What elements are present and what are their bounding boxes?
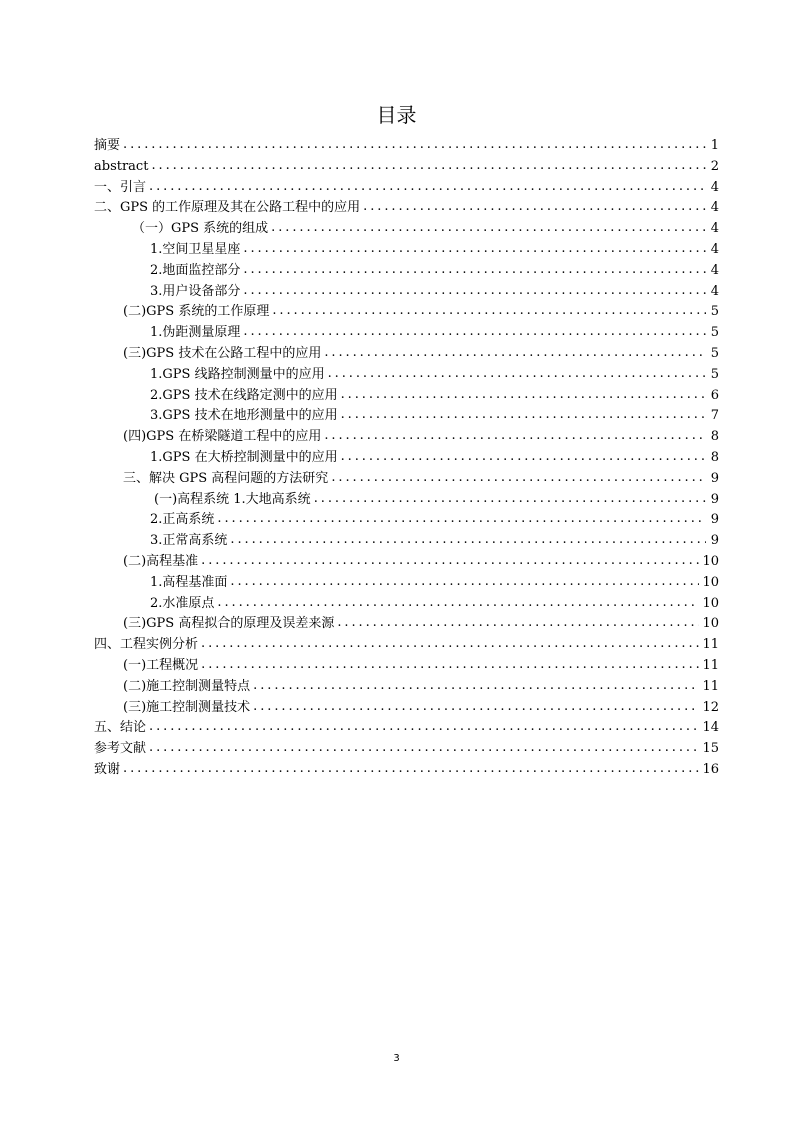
toc-entry-text: 1.空间卫星星座 <box>150 241 241 257</box>
toc-entry-page: 11 <box>702 678 719 694</box>
toc-entry-page: 5 <box>710 325 719 341</box>
toc-entry[interactable] <box>94 323 719 344</box>
toc-entry[interactable] <box>94 136 719 157</box>
toc-entry-page: 4 <box>710 200 719 216</box>
toc-entry-text: 致谢 <box>94 761 121 777</box>
dot-leader <box>217 510 706 530</box>
toc-entry-text: (二)GPS 系统的工作原理 <box>123 304 270 320</box>
toc-entry[interactable] <box>94 677 719 698</box>
page-number: 3 <box>393 1053 400 1064</box>
toc-entry[interactable] <box>94 656 719 677</box>
toc-entry-page: 9 <box>710 470 719 486</box>
dot-leader <box>314 490 706 510</box>
toc-entry-page: 6 <box>710 387 719 403</box>
toc-entry[interactable] <box>94 178 719 199</box>
dot-leader <box>324 344 706 364</box>
toc-entry[interactable] <box>94 427 719 448</box>
toc-entry[interactable] <box>94 552 719 573</box>
toc-entry-page: 12 <box>702 699 719 715</box>
toc-entry-text: 三、解决 GPS 高程问题的方法研究 <box>123 470 329 486</box>
toc-entry-page: 4 <box>710 241 719 257</box>
toc-entry-page: 9 <box>710 533 719 549</box>
toc-entry[interactable] <box>94 448 719 469</box>
toc-entry-text: (三)GPS 高程拟合的原理及误差来源 <box>123 616 335 632</box>
toc-entry-text: 1.高程基准面 <box>150 574 228 590</box>
dot-leader <box>341 386 706 406</box>
toc-entry-page: 2 <box>710 158 719 174</box>
toc-entry-text: 1.GPS 线路控制测量中的应用 <box>150 366 325 382</box>
toc-entry-page: 9 <box>710 491 719 507</box>
toc-entry[interactable] <box>94 531 719 552</box>
toc-entry-page: 7 <box>710 408 719 424</box>
toc-entry[interactable] <box>94 261 719 282</box>
toc-entry-page: 10 <box>702 595 719 611</box>
toc-entry-page: 10 <box>702 574 719 590</box>
toc-entry-text: 1.伪距测量原理 <box>150 325 241 341</box>
toc-entry-page: 5 <box>710 304 719 320</box>
toc-entry-text: (三)施工控制测量技术 <box>123 699 251 715</box>
toc-entry[interactable] <box>94 760 719 781</box>
toc-entry-page: 16 <box>702 761 719 777</box>
toc-entry-text: 一、引言 <box>94 179 147 195</box>
toc-entry[interactable] <box>94 386 719 407</box>
toc-entry-text: 3.GPS 技术在地形测量中的应用 <box>150 408 338 424</box>
dot-leader <box>230 573 699 593</box>
toc-entry[interactable] <box>94 240 719 261</box>
toc-entry[interactable] <box>94 739 719 760</box>
toc-entry[interactable] <box>94 302 719 323</box>
dot-leader <box>243 261 706 281</box>
toc-entry-text: 2.GPS 技术在线路定测中的应用 <box>150 387 338 403</box>
toc-entry-text: 2.水准原点 <box>150 595 215 611</box>
toc-entry[interactable] <box>94 198 719 219</box>
toc-entry-page: 11 <box>702 657 719 673</box>
dot-leader <box>331 469 706 489</box>
toc-entry[interactable] <box>94 490 719 511</box>
toc-entry[interactable] <box>94 344 719 365</box>
dot-leader <box>217 594 699 614</box>
toc-entry[interactable] <box>94 219 719 240</box>
toc-entry[interactable] <box>94 635 719 656</box>
toc-entry-text: (四)GPS 在桥梁隧道工程中的应用 <box>123 429 322 445</box>
toc-entry-text: 2.地面监控部分 <box>150 262 241 278</box>
toc-entry-page: 10 <box>702 553 719 569</box>
dot-leader <box>149 178 706 198</box>
toc-entry-page: 11 <box>702 637 719 653</box>
dot-leader <box>324 427 706 447</box>
toc-entry-text: 1.GPS 在大桥控制测量中的应用 <box>150 449 338 465</box>
toc-entry[interactable] <box>94 510 719 531</box>
toc-entry[interactable] <box>94 365 719 386</box>
dot-leader <box>243 240 706 260</box>
toc-entry-text: abstract <box>94 158 149 174</box>
toc-entry-page: 4 <box>710 262 719 278</box>
dot-leader <box>149 718 699 738</box>
toc-entry-text: 3.正常高系统 <box>150 533 228 549</box>
toc-entry[interactable] <box>94 614 719 635</box>
toc-entry-text: (一)工程概况 <box>123 657 199 673</box>
toc-entry[interactable] <box>94 718 719 739</box>
toc-entry[interactable] <box>94 698 719 719</box>
toc-entry-text: 二、GPS 的工作原理及其在公路工程中的应用 <box>94 200 361 216</box>
toc-entry-page: 9 <box>710 512 719 528</box>
toc-entry-page: 4 <box>710 179 719 195</box>
toc-entry-text: (一)高程系统 1.大地高系统 <box>154 491 311 507</box>
toc-entry-page: 8 <box>710 449 719 465</box>
toc-entry-page: 5 <box>710 366 719 382</box>
toc-list <box>94 136 719 781</box>
dot-leader <box>253 677 699 697</box>
dot-leader <box>201 656 699 676</box>
dot-leader <box>363 198 706 218</box>
toc-entry-text: 3.用户设备部分 <box>150 283 241 299</box>
toc-entry-text: 五、结论 <box>94 720 147 736</box>
toc-entry-page: 8 <box>710 429 719 445</box>
dot-leader <box>328 365 706 385</box>
toc-entry-text: 2.正高系统 <box>150 512 215 528</box>
dot-leader <box>243 323 706 343</box>
toc-entry-text: 摘要 <box>94 138 121 153</box>
dot-leader <box>149 739 699 759</box>
dot-leader <box>201 635 699 655</box>
toc-entry[interactable] <box>94 573 719 594</box>
toc-entry-page: 4 <box>710 221 719 237</box>
toc-entry-text: (二)高程基准 <box>123 553 199 569</box>
toc-entry-page: 5 <box>710 345 719 361</box>
dot-leader <box>151 157 706 177</box>
dot-leader <box>271 219 706 239</box>
dot-leader <box>253 698 699 718</box>
toc-entry-page: 1 <box>710 138 719 153</box>
toc-entry-text: 四、工程实例分析 <box>94 637 199 653</box>
toc-entry-page: 4 <box>710 283 719 299</box>
toc-entry[interactable] <box>94 469 719 490</box>
toc-entry-text: （一）GPS 系统的组成 <box>132 221 269 237</box>
dot-leader <box>337 614 699 634</box>
dot-leader <box>341 406 706 426</box>
toc-entry-text: (三)GPS 技术在公路工程中的应用 <box>123 345 322 361</box>
toc-entry[interactable] <box>94 594 719 615</box>
dot-leader <box>272 302 706 322</box>
dot-leader <box>201 552 699 572</box>
dot-leader <box>123 136 706 156</box>
dot-leader <box>123 760 699 780</box>
toc-entry-page: 10 <box>702 616 719 632</box>
toc-title: 目录 <box>376 103 417 127</box>
toc-entry-text: 参考文献 <box>94 741 147 757</box>
toc-entry[interactable] <box>94 157 719 178</box>
toc-entry[interactable] <box>94 282 719 303</box>
toc-entry[interactable] <box>94 406 719 427</box>
dot-leader <box>341 448 706 468</box>
toc-entry-text: (二)施工控制测量特点 <box>123 678 251 694</box>
dot-leader <box>243 282 706 302</box>
toc-entry-page: 14 <box>702 720 719 736</box>
dot-leader <box>230 531 706 551</box>
toc-entry-page: 15 <box>702 741 719 757</box>
